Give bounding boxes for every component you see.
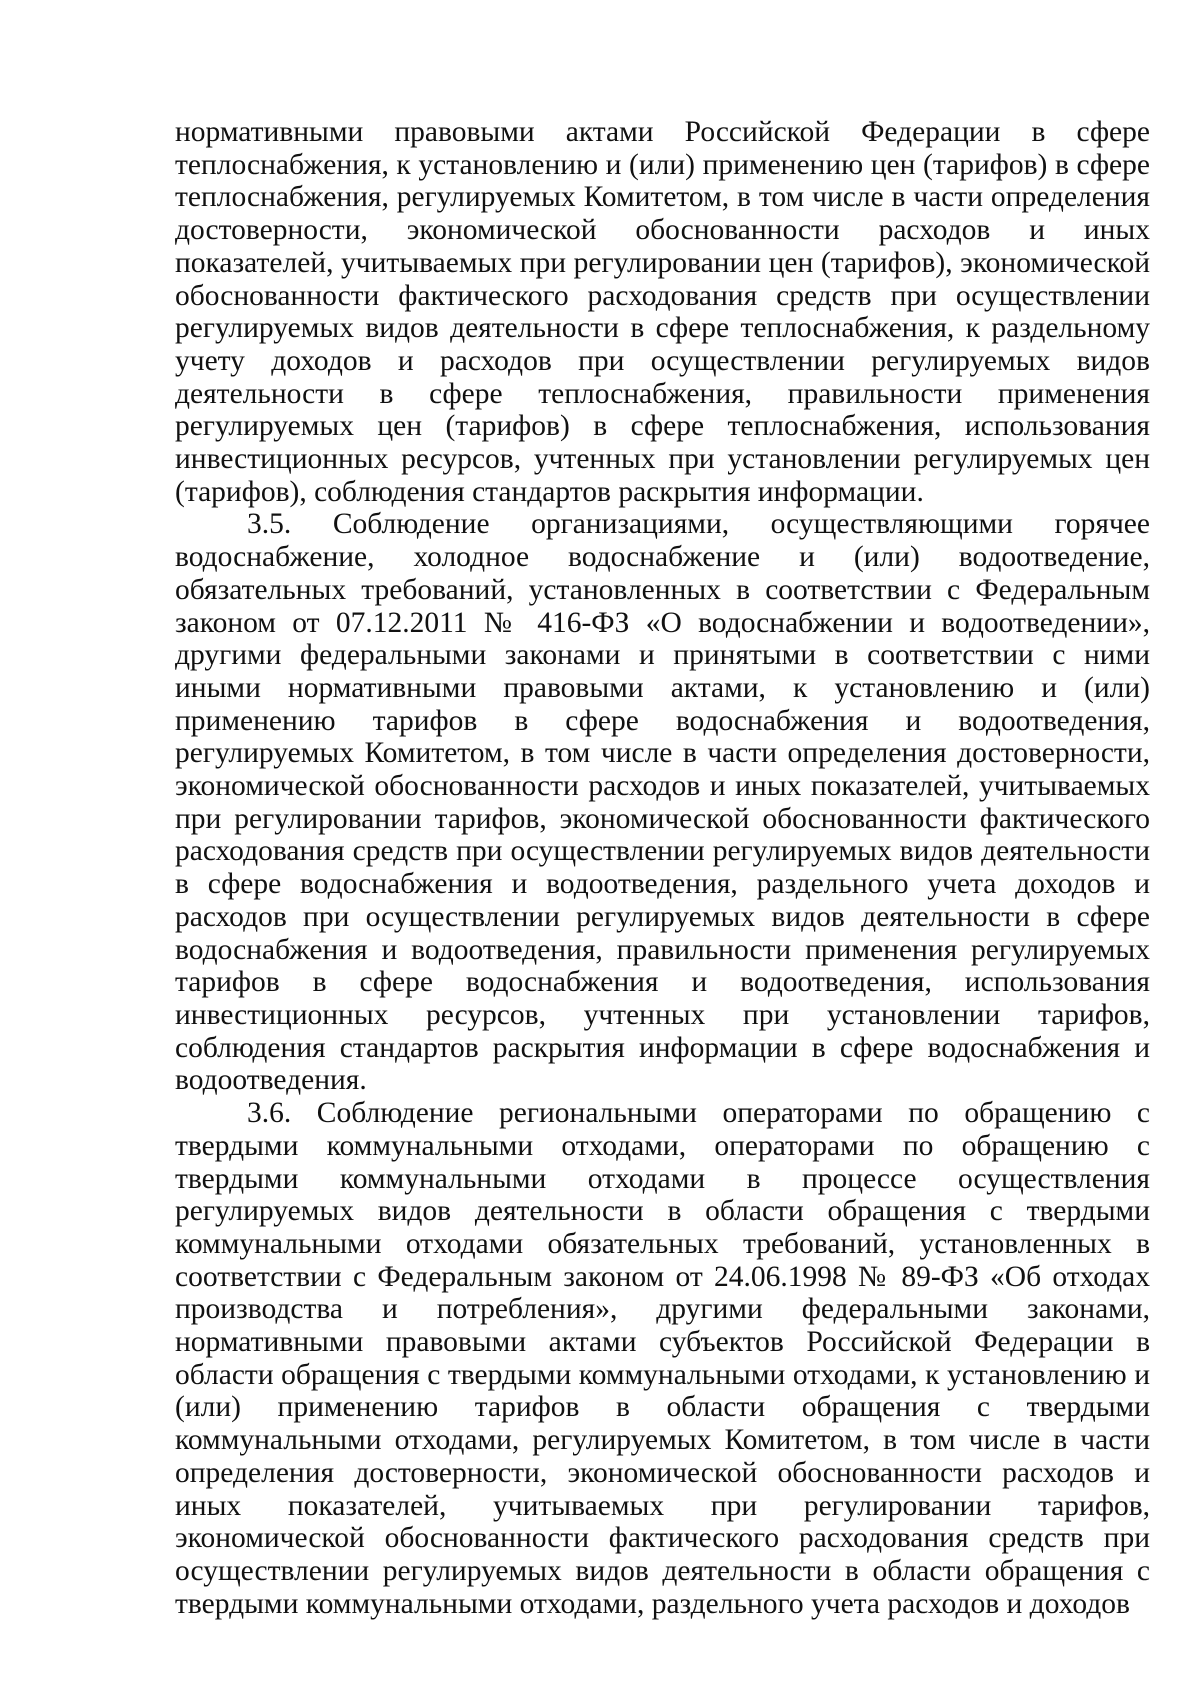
document-page xyxy=(175,116,1150,1620)
paragraph-3-6: 3.6. Соблюдение региональными операторами по обращению с твердыми коммунальными отходами, операторами по обращению с твердыми коммунальными отходами в процессе осуществления регулируемых видов деятельности в области обращения с твердыми коммунальными отходами обязательных требований, установленных в соответствии с Федеральным законом от 24.06.1998 № 89-ФЗ «Об отходах производства и потребления», другими федеральными законами, нормативными правовыми актами субъектов Российской Федерации в области обращения с твердыми коммунальными отходами, к установлению и (или) применению тарифов в области обращения с твердыми коммунальными отходами, регулируемых Комитетом, в том числе в части определения достоверности, экономической обоснованности расходов и иных показателей, учитываемых при регулировании тарифов, экономической обоснованности фактического расходования средств при осуществлении регулируемых видов деятельности в области обращения с твердыми коммунальными отходами, раздельного учета расходов и доходов xyxy=(175,1097,1150,1620)
paragraph-3-5: 3.5. Соблюдение организациями, осуществляющими горячее водоснабжение, холодное водоснабжение и (или) водоотведение, обязательных требований, установленных в соответствии с Федеральным законом от 07.12.2011 № 416-ФЗ «О водоснабжении и водоотведении», другими федеральными законами и принятыми в соответствии с ними иными нормативными правовыми актами, к установлению и (или) применению тарифов в сфере водоснабжения и водоотведения, регулируемых Комитетом, в том числе в части определения достоверности, экономической обоснованности расходов и иных показателей, учитываемых при регулировании тарифов, экономической обоснованности фактического расходования средств при осуществлении регулируемых видов деятельности в сфере водоснабжения и водоотведения, раздельного учета доходов и расходов при осуществлении регулируемых видов деятельности в сфере водоснабжения и водоотведения, правильности применения регулируемых тарифов в сфере водоснабжения и водоотведения, использования инвестиционных ресурсов, учтенных при установлении тарифов, соблюдения стандартов раскрытия информации в сфере водоснабжения и водоотведения. xyxy=(175,508,1150,1097)
paragraph-continuation: нормативными правовыми актами Российской Федерации в сфере теплоснабжения, к установлению и (или) применению цен (тарифов) в сфере теплоснабжения, регулируемых Комитетом, в том числе в части определения достоверности, экономической обоснованности расходов и иных показателей, учитываемых при регулировании цен (тарифов), экономической обоснованности фактического расходования средств при осуществлении регулируемых видов деятельности в сфере теплоснабжения, к раздельному учету доходов и расходов при осуществлении регулируемых видов деятельности в сфере теплоснабжения, правильности применения регулируемых цен (тарифов) в сфере теплоснабжения, использования инвестиционных ресурсов, учтенных при установлении регулируемых цен (тарифов), соблюдения стандартов раскрытия информации. xyxy=(175,116,1150,508)
